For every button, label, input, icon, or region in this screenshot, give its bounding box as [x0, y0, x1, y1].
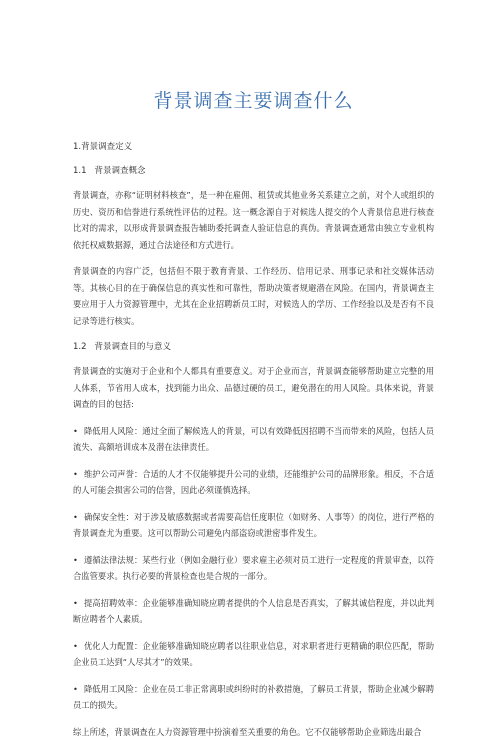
list-item-text: 确保安全性：对于涉及敏感数据或者需要高信任度职位（如财务、人事等）的岗位，进行严格的背景调查尤为重要。这可以帮助公司避免内部盗窃或泄密事件发生。 — [73, 512, 434, 539]
list-item-text: 降低用工风险：企业在员工非正常离职或纠纷时的补救措施，了解员工背景，帮助企业减少解聘员工的损失。 — [73, 684, 434, 711]
bullet-icon: • — [73, 555, 78, 565]
subsection-title: 背景调查目的与意义 — [95, 342, 172, 352]
list-item — [73, 466, 434, 499]
list-item-text: 降低用人风险：通过全面了解候选人的背景，可以有效降低因招聘不当而带来的风险，包括人员流失、高额培训成本及潜在法律责任。 — [73, 426, 434, 453]
paragraph: 背景调查的实施对于企业和个人都具有重要意义。对于企业而言，背景调查能够帮助建立完整的用人体系，节省用人成本，找到能力出众、品德过硬的员工，避免潜在的用人风险。具体来说，背景调查的目的包括: — [73, 363, 434, 413]
bullet-icon: • — [73, 641, 78, 651]
purpose-list — [73, 423, 434, 714]
list-item-text: 遵循法律法规：某些行业（例如金融行业）要求雇主必须对员工进行一定程度的背景审查，以符合监管要求。执行必要的背景检查也是合规的一部分。 — [73, 555, 434, 582]
subsection-title: 背景调查概念 — [95, 166, 146, 176]
list-item — [73, 552, 434, 585]
bullet-icon: • — [73, 469, 78, 479]
subsection-number: 1.1 — [73, 166, 87, 176]
list-item-text: 维护公司声誉：合适的人才不仅能够提升公司的业绩，还能维护公司的品牌形象。相反，不合适的人可能会损害公司的信誉，因此必须谨慎选择。 — [73, 469, 434, 496]
subsection-heading-1-2 — [73, 341, 434, 353]
subsection-heading-1-1 — [73, 165, 434, 177]
section-heading: 1.背景调查定义 — [73, 141, 434, 153]
paragraph: 背景调查的内容广泛，包括但不限于教育背景、工作经历、信用记录、刑事记录和社交媒体活动等。其核心目的在于确保信息的真实性和可靠性，帮助决策者规避潜在风险。在国内，背景调查主要应用于人力资源管理中，尤其在企业招聘新员工时，对候选人的学历、工作经验以及是否有不良记录等进行核实。 — [73, 263, 434, 329]
bullet-icon: • — [73, 426, 78, 436]
bullet-icon: • — [73, 512, 78, 522]
list-item — [73, 681, 434, 714]
paragraph: 背景调查，亦称“证明材料核查”，是一种在雇佣、租赁或其他业务关系建立之前，对个人或组织的历史、资历和信誉进行系统性评估的过程。这一概念源自于对候选人提交的个人背景信息进行核查比对的需求，以形成背景调查报告辅助委托调查人验证信息的真伪。背景调查通常由独立专业机构依托权威数据源，通过合法途径和方式进行。 — [73, 187, 434, 253]
list-item-text: 优化人力配置：企业能够准确知晓应聘者以往职业信息，对求职者进行更精确的职位匹配，帮助企业员工达到“人尽其才”的效果。 — [73, 641, 434, 668]
list-item-text: 提高招聘效率：企业能够准确知晓应聘者提供的个人信息是否真实，了解其诚信程度，并以此判断应聘者个人素质。 — [73, 598, 434, 625]
summary-paragraph: 综上所述，背景调查在人力资源管理中扮演着至关重要的角色。它不仅能够帮助企业筛选出最合 — [73, 724, 434, 740]
subsection-number: 1.2 — [73, 342, 87, 352]
list-item — [73, 638, 434, 671]
bullet-icon: • — [73, 684, 78, 694]
page-title: 背景调查主要调查什么 — [73, 0, 434, 114]
list-item — [73, 595, 434, 628]
list-item — [73, 423, 434, 456]
list-item — [73, 509, 434, 542]
bullet-icon: • — [73, 598, 78, 608]
